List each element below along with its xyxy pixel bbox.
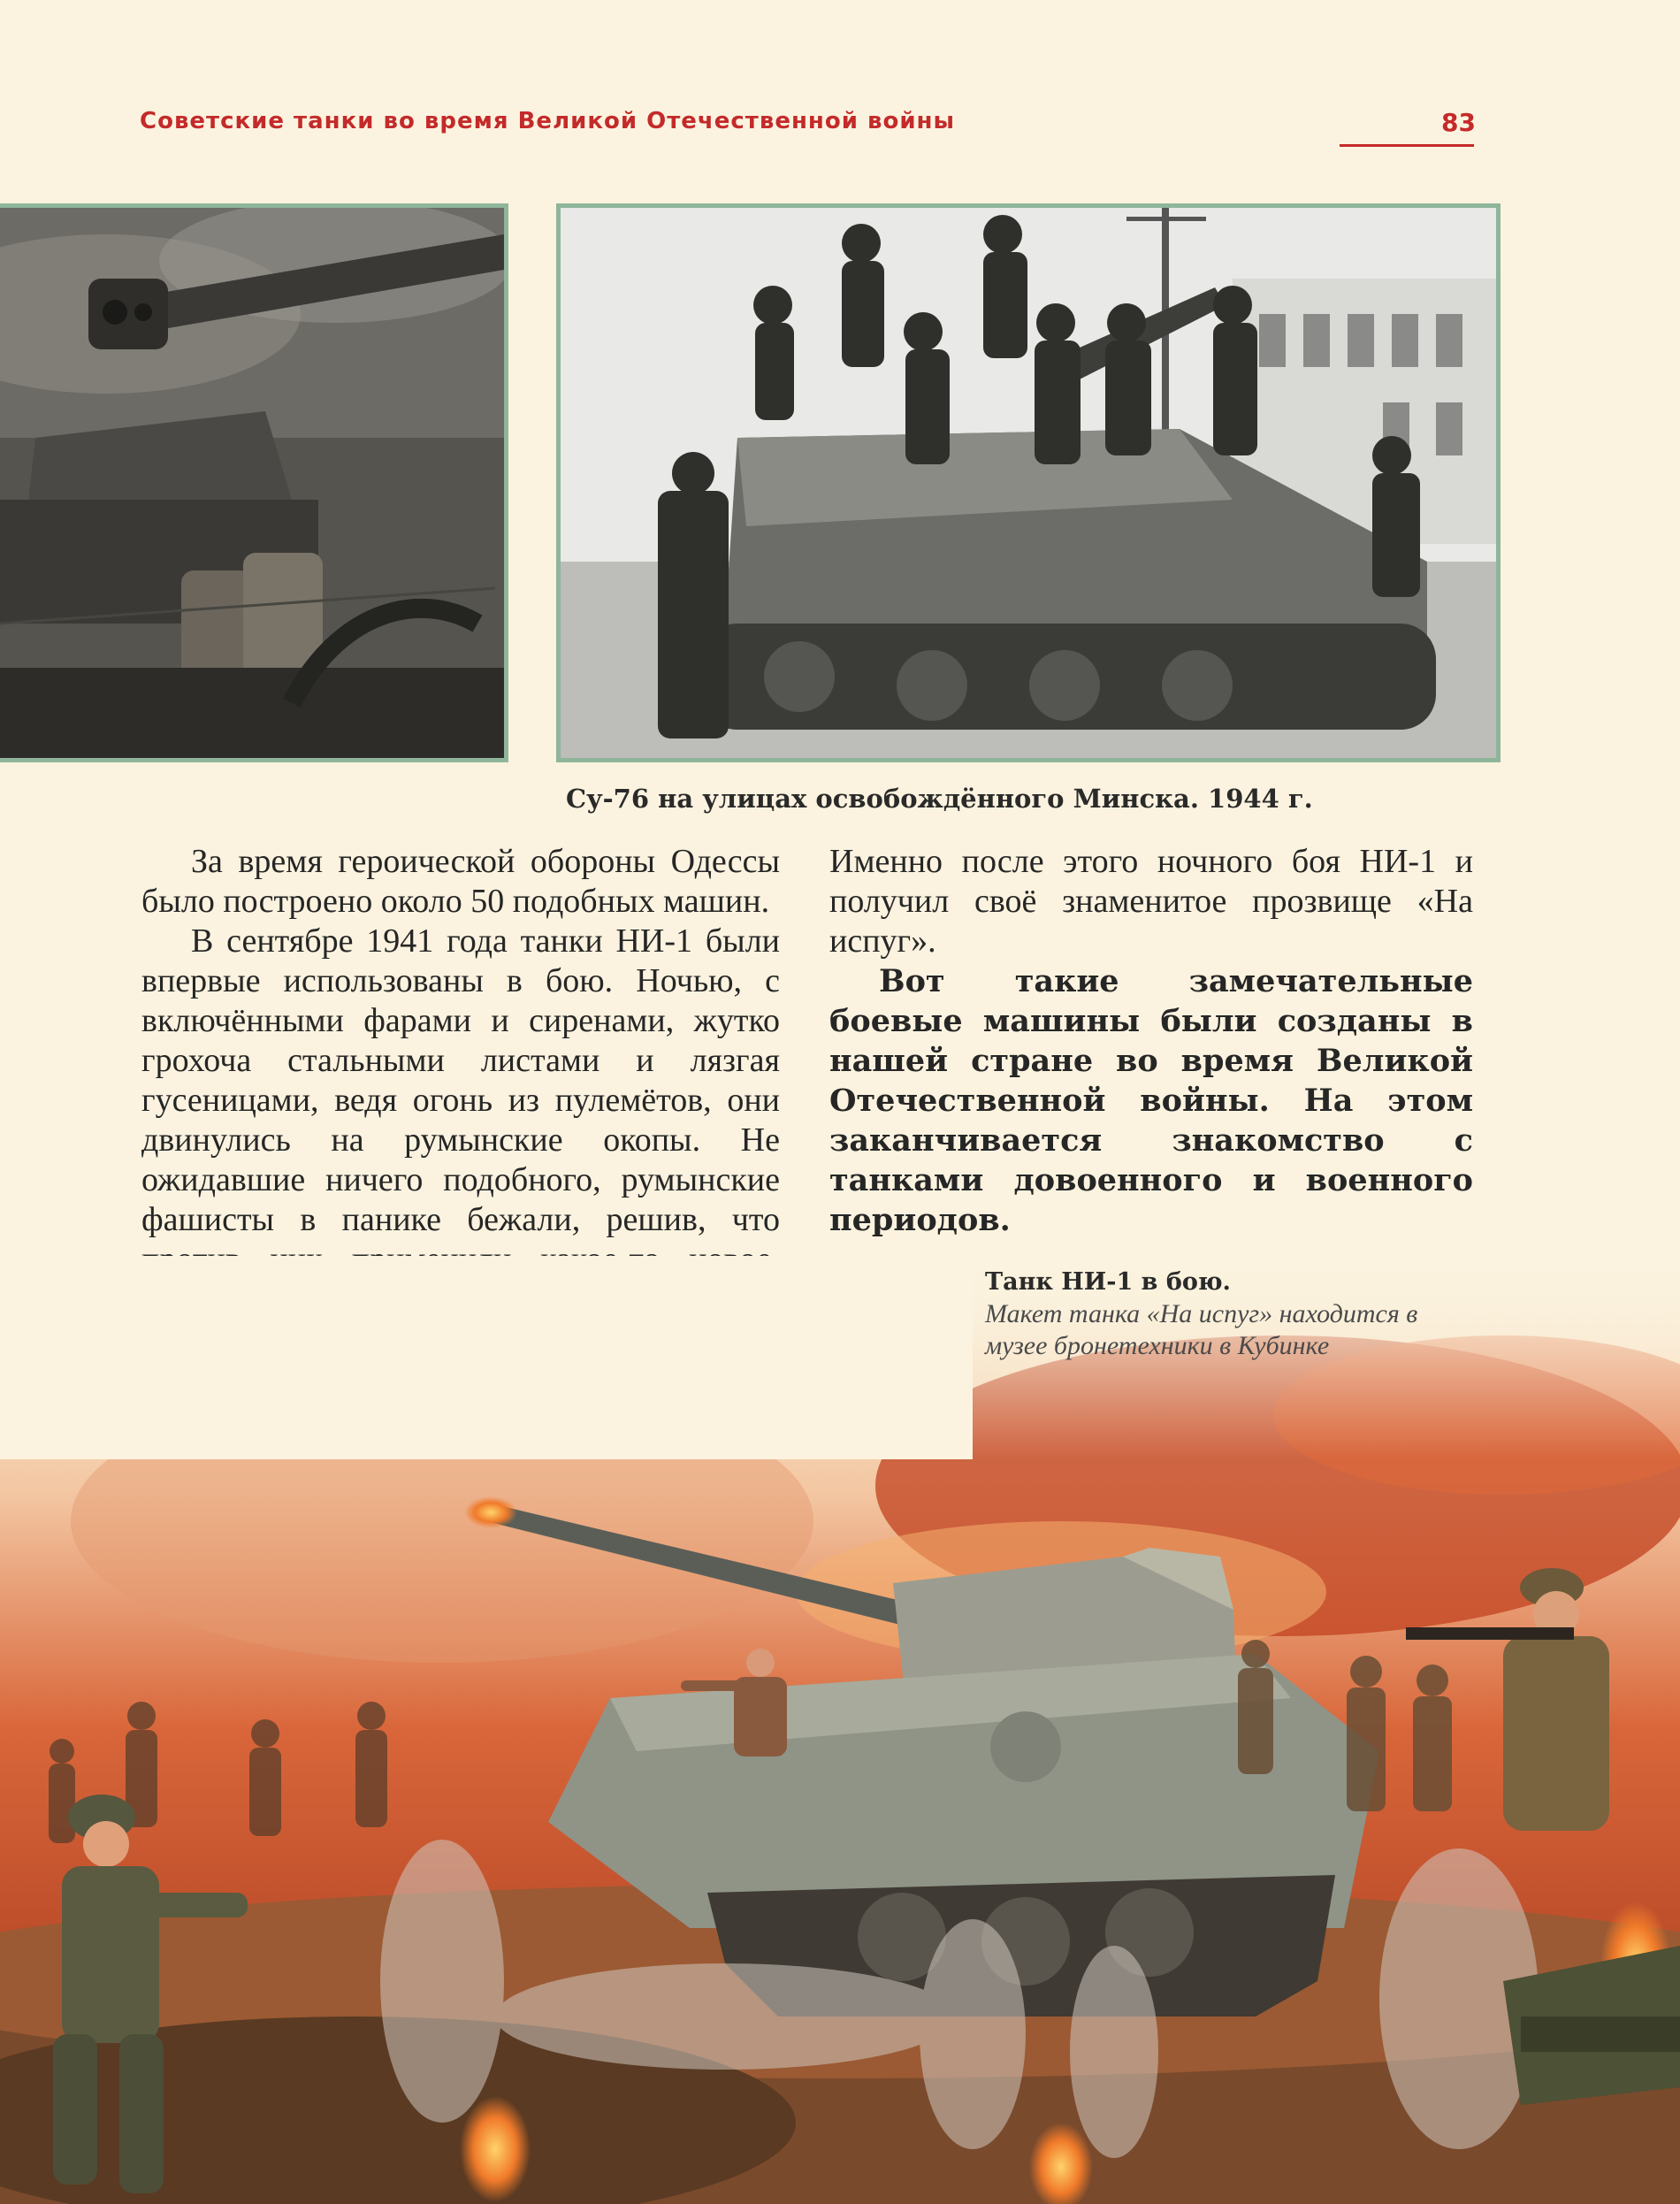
conclusion-paragraph: Вот такие замечательные боевые машины были созданы в нашей стране во время Великой Отечественной войны. На этом заканчивается знакомство с танками довоенного и военного периодов. (829, 963, 1473, 1238)
page-number: 83 (1441, 108, 1476, 137)
header-rule (1340, 144, 1474, 147)
photo-self-propelled-gun (0, 203, 508, 762)
paragraph: За время героической обороны Одессы было построено около 50 подобных машин. (141, 843, 780, 920)
photo-su76-minsk (556, 203, 1501, 762)
tank-caption (985, 1267, 1480, 1362)
battle-illustration (0, 1256, 1680, 2204)
paragraph: В сентябре 1941 года танки НИ-1 были впервые использованы в бою. Ночью, с включёнными фарами и сиренами, жутко грохоча стальными листами и лязгая гусеницами, ведя огонь из пулемётов, они двинулись на румынские окопы. Не ожидавшие ничего подобного, румынские фашисты в панике бежали, решив, что (141, 922, 780, 1238)
photo-right-illustration (561, 208, 1496, 758)
photo-left-illustration (0, 208, 504, 758)
paragraph: Именно после этого ночного боя НИ-1 и получил своё знаменитое прозвище «На испуг». (829, 843, 1473, 960)
running-title: Советские танки во время Великой Отечественной войны (140, 108, 956, 134)
battle-scene (0, 1256, 1680, 2204)
text-column-right (829, 842, 1473, 1240)
tank-caption-title: Танк НИ-1 в бою. (985, 1268, 1231, 1296)
photo-caption: Су-76 на улицах освобождённого Минска. 1944 г. (566, 784, 1313, 814)
tank-caption-note: Макет танка «На испуг» находится в музее бронетехники в Кубинке (985, 1299, 1418, 1360)
